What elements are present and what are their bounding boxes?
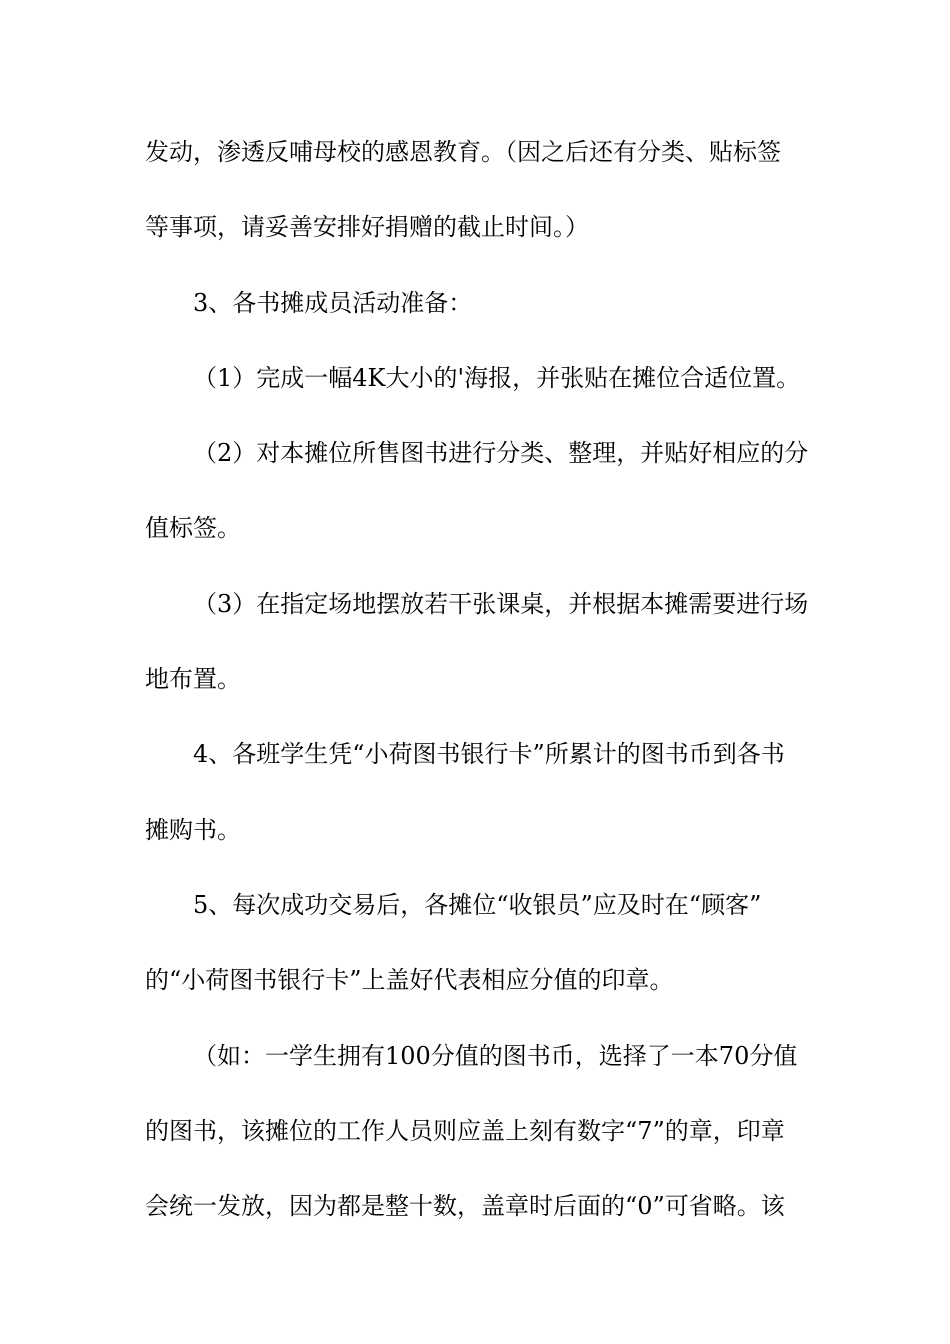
section-heading-5: 5、每次成功交易后，各摊位“收银员”应及时在“顾客”: [193, 891, 762, 919]
section-heading-4: 4、各班学生凭“小荷图书银行卡”所累计的图书币到各书: [193, 740, 785, 768]
example-line-2: 的图书，该摊位的工作人员则应盖上刻有数字“7”的章，印章: [145, 1117, 785, 1145]
list-item-1: （1）完成一幅4K大小的'海报，并张贴在摊位合适位置。: [193, 364, 801, 392]
example-line-3: 会统一发放，因为都是整十数，盖章时后面的“0”可省略。该: [145, 1192, 785, 1220]
list-item-3-cont: 地布置。: [145, 665, 241, 693]
example-line-1: （如：一学生拥有100分值的图书币，选择了一本70分值: [193, 1042, 798, 1070]
section-heading-3: 3、各书摊成员活动准备：: [193, 289, 473, 317]
section-5-cont: 的“小荷图书银行卡”上盖好代表相应分值的印章。: [145, 966, 674, 994]
list-item-2: （2）对本摊位所售图书进行分类、整理，并贴好相应的分: [193, 439, 809, 467]
section-4-cont: 摊购书。: [145, 816, 241, 844]
list-item-3: （3）在指定场地摆放若干张课桌，并根据本摊需要进行场: [193, 590, 809, 618]
list-item-2-cont: 值标签。: [145, 514, 241, 542]
paragraph-line-1: 发动，渗透反哺母校的感恩教育。（因之后还有分类、贴标签: [145, 138, 781, 166]
paragraph-line-2: 等事项，请妥善安排好捐赠的截止时间。）: [145, 213, 589, 241]
